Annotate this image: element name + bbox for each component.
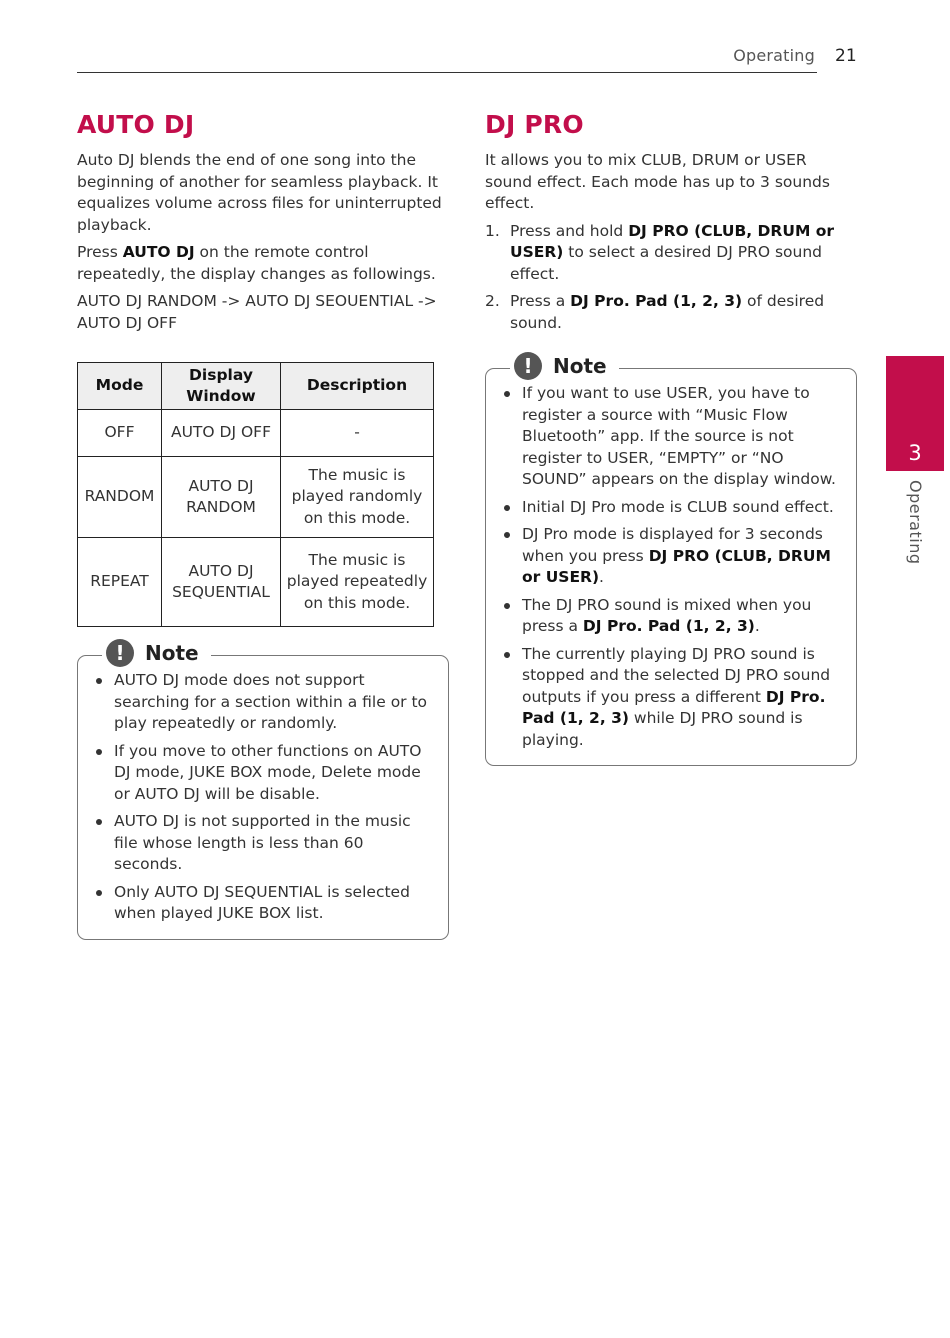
dj-pro-intro: It allows you to mix CLUB, DRUM or USER sound effect. Each mode has up to 3 sounds effect. xyxy=(485,151,830,212)
step-suffix: to select a desired DJ PRO sound effect. xyxy=(510,243,822,283)
table-cell-mode: REPEAT xyxy=(78,538,162,627)
list-item xyxy=(502,595,844,638)
step-key: DJ PRO (CLUB, DRUM or USER) xyxy=(510,221,835,261)
list-item: AUTO DJ mode does not support searching for a section within a file or to play repeatedly or randomly. xyxy=(94,670,436,735)
list-item: Only AUTO DJ SEQUENTIAL is selected when played JUKE BOX list. xyxy=(94,882,436,925)
table-row xyxy=(78,538,434,627)
table-header-mode: Mode xyxy=(78,363,162,410)
note-text: Initial DJ Pro mode is CLUB sound effect. xyxy=(522,497,834,516)
table-cell-description: The music is played repeatedly on this mode. xyxy=(281,538,434,627)
chapter-tab xyxy=(886,356,944,471)
note-list xyxy=(94,670,436,925)
table-cell-display: AUTO DJ RANDOM xyxy=(162,457,281,538)
table-header-description: Description xyxy=(281,363,434,410)
table-cell-description: - xyxy=(281,410,434,457)
page-header-section: Operating xyxy=(733,46,815,65)
table-cell-mode: OFF xyxy=(78,410,162,457)
auto-dj-press-instruction xyxy=(77,242,449,285)
note-list xyxy=(502,383,844,751)
list-item xyxy=(502,497,844,519)
auto-dj-title: AUTO DJ xyxy=(77,110,195,139)
step-prefix: Press a xyxy=(510,292,571,310)
note-key: DJ Pro. Pad (1, 2, 3) xyxy=(522,687,826,727)
auto-dj-sequence: AUTO DJ RANDOM -> AUTO DJ SEOUENTIAL -> AUTO DJ OFF xyxy=(77,292,437,332)
table-cell-display: AUTO DJ SEQUENTIAL xyxy=(162,538,281,627)
note-text: The currently playing DJ PRO sound is stopped and the selected DJ PRO sound outputs if you press a different xyxy=(522,644,831,706)
auto-dj-note-box xyxy=(77,641,449,940)
dj-pro-note-box xyxy=(485,354,857,766)
step-number: 2. xyxy=(485,292,500,310)
page-number: 21 xyxy=(835,46,857,66)
step-suffix: of desired sound. xyxy=(510,292,825,332)
header-rule xyxy=(77,72,817,73)
table-row xyxy=(78,410,434,457)
note-title: Note xyxy=(553,354,607,378)
table-header-display-window: Display Window xyxy=(162,363,281,410)
note-text: DJ Pro mode is displayed for 3 seconds when you press xyxy=(522,525,823,565)
table-cell-display: AUTO DJ OFF xyxy=(162,410,281,457)
list-item: AUTO DJ is not supported in the music file whose length is less than 60 seconds. xyxy=(94,811,436,876)
note-header xyxy=(510,352,619,380)
auto-dj-mode-table xyxy=(77,362,434,627)
note-text: If you want to use USER, you have to register a source with “Music Flow Bluetooth” app. If the source is not register to USER, “EMPTY” or “NO SOUND” appears on the display window. xyxy=(522,384,836,488)
note-key: DJ Pro. Pad (1, 2, 3) xyxy=(582,617,755,635)
table-header-row xyxy=(78,363,434,410)
press-suffix: on the remote control repeatedly, the display changes as followings. xyxy=(77,243,436,283)
dj-pro-title: DJ PRO xyxy=(485,110,584,139)
exclamation-icon: ! xyxy=(106,639,134,667)
list-item xyxy=(502,383,844,491)
chapter-number: 3 xyxy=(908,441,922,465)
step-prefix: Press and hold xyxy=(510,221,629,240)
table-row xyxy=(78,457,434,538)
auto-dj-key: AUTO DJ xyxy=(122,243,195,261)
dj-pro-section xyxy=(485,108,857,766)
step-number: 1. xyxy=(485,221,500,240)
note-text: The DJ PRO sound is mixed when you press a xyxy=(522,595,812,635)
auto-dj-intro: Auto DJ blends the end of one song into the beginning of another for seamless playback. It equalizes volume across files for uninterrupted playback. xyxy=(77,151,442,234)
list-item: If you move to other functions on AUTO DJ mode, JUKE BOX mode, Delete mode or AUTO DJ will be disable. xyxy=(94,741,436,806)
note-header xyxy=(102,639,211,667)
chapter-label: Operating xyxy=(906,480,925,565)
note-text-end: while DJ PRO sound is playing. xyxy=(522,709,803,749)
dj-pro-steps xyxy=(485,221,857,335)
note-title: Note xyxy=(145,641,199,665)
step-key: DJ Pro. Pad (1, 2, 3) xyxy=(570,292,743,310)
step-item xyxy=(485,221,857,286)
step-item xyxy=(485,291,857,334)
list-item xyxy=(502,524,844,589)
table-cell-description: The music is played randomly on this mode. xyxy=(281,457,434,538)
exclamation-icon: ! xyxy=(514,352,542,380)
auto-dj-section xyxy=(77,108,449,940)
note-text-end: . xyxy=(599,568,604,586)
press-prefix: Press xyxy=(77,243,123,261)
list-item xyxy=(502,644,844,752)
table-cell-mode: RANDOM xyxy=(78,457,162,538)
note-key: DJ PRO (CLUB, DRUM or USER) xyxy=(522,546,831,586)
note-text-end: . xyxy=(754,617,760,635)
